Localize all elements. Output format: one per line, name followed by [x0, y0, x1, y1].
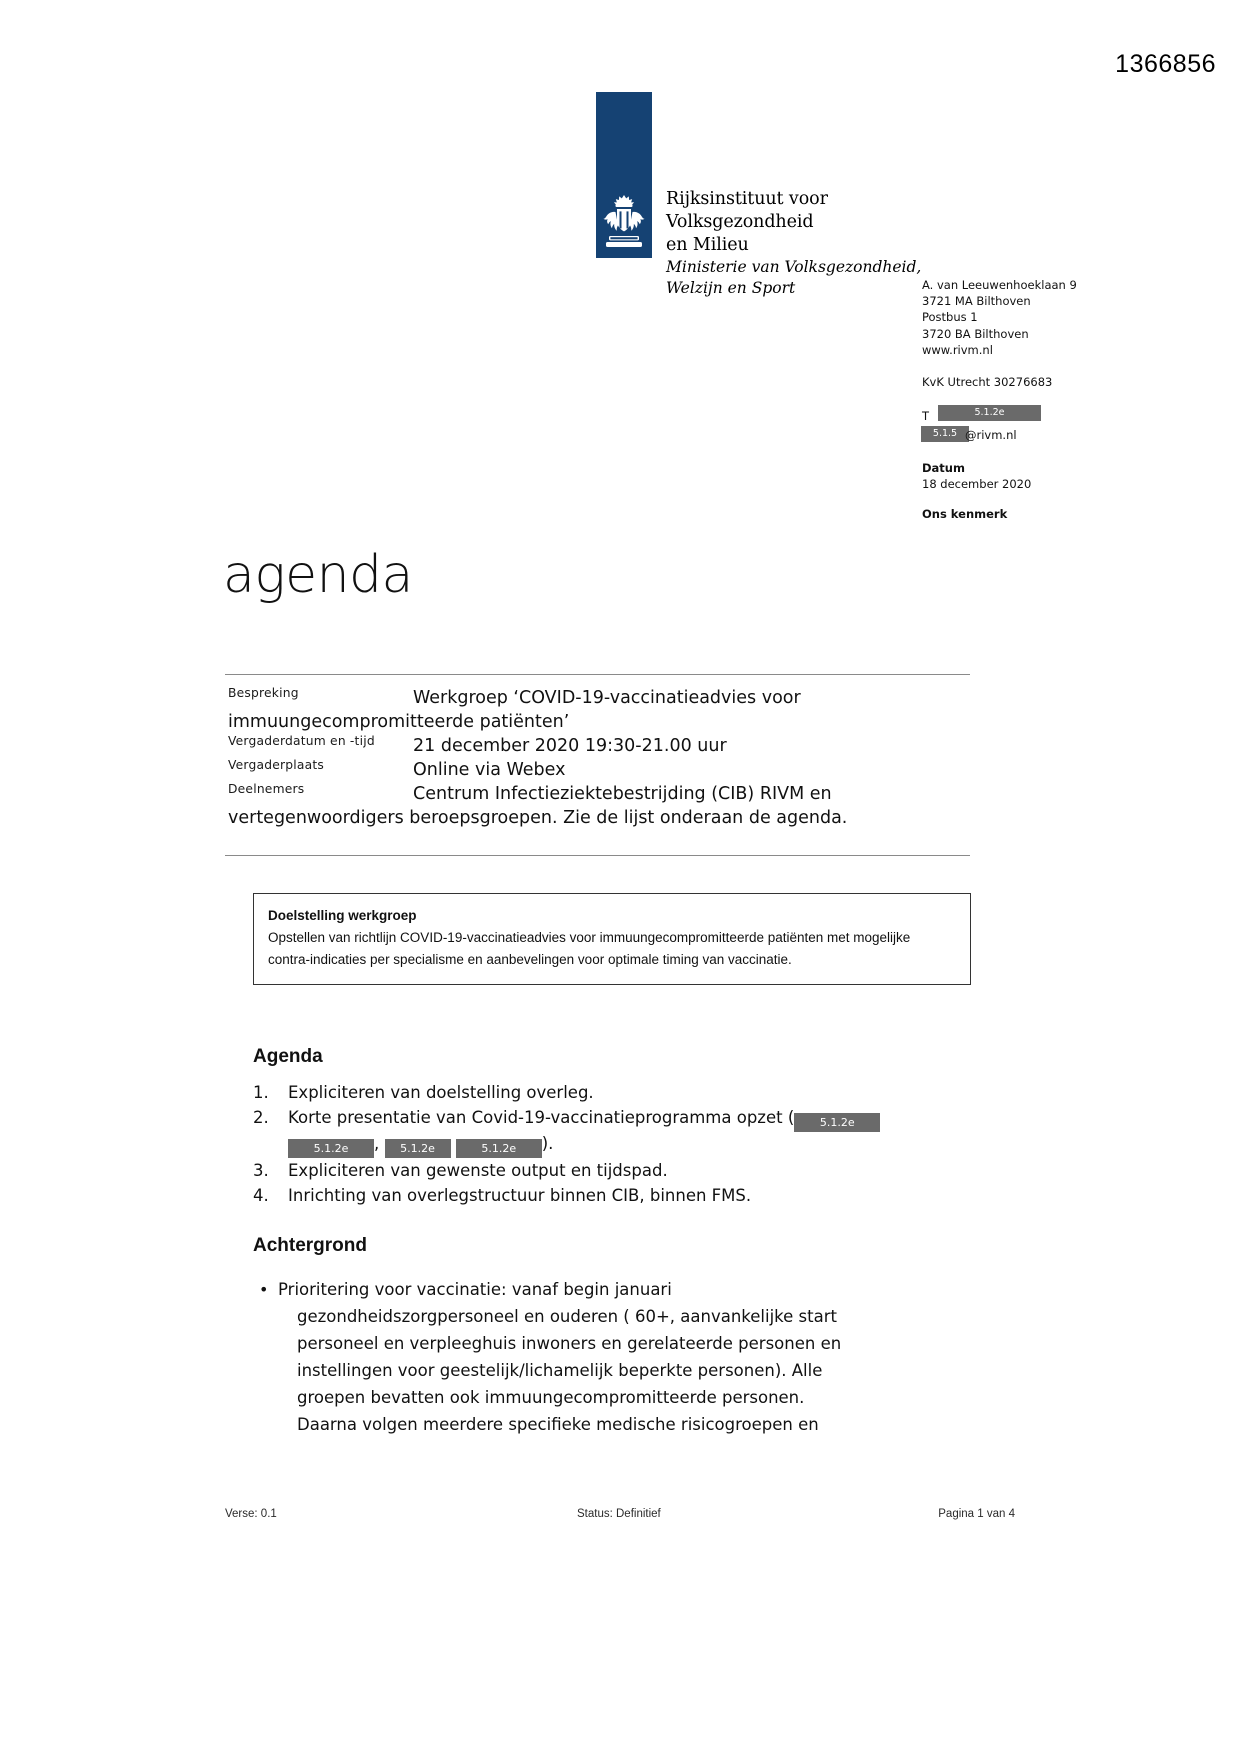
section-heading-achtergrond: Achtergrond [253, 1235, 367, 1256]
agenda-list-item [253, 1106, 973, 1158]
detail-value: Online via Webex [413, 760, 566, 780]
list-marker: 3. [253, 1161, 269, 1180]
date-label: Datum [922, 461, 965, 476]
logo-institute-line-1: Rijksinstituut voor Volksgezondheid [666, 189, 828, 232]
reference-label: Ons kenmerk [922, 506, 1008, 521]
list-item-text-after: ). [541, 1134, 554, 1153]
redaction-presenter-2: 5.1.2e [288, 1139, 374, 1158]
address-line: 3720 BA Bilthoven [922, 326, 1029, 341]
divider-bottom [225, 855, 970, 856]
detail-value: Centrum Infectieziektebestrijding (CIB) RIVM en vertegenwoordigers beroepsgroepen. Zie de lijst onderaan de agenda. [228, 784, 848, 828]
bullet-line: personeel en verpleeghuis inwoners en gerelateerde personen en [297, 1334, 842, 1353]
logo-ministry-line-1: Ministerie van Volksgezondheid, [666, 258, 922, 276]
list-marker: 1. [253, 1083, 269, 1102]
logo-institute-line-2: en Milieu [666, 235, 749, 255]
detail-value: Werkgroep ‘COVID-19-vaccinatieadvies voor immuungecompromitteerde patiënten’ [228, 688, 801, 732]
footer-status: Status: Definitief [577, 1508, 661, 1520]
address-line: A. van Leeuwenhoeklaan 9 [922, 278, 1077, 292]
logo-wordmark [666, 188, 966, 299]
objective-body: Opstellen van richtlijn COVID-19-vaccinatieadvies voor immuungecompromitteerde patiënten met mogelijke contra-indicaties per specialisme en aanbevelingen voor optimale timing van vaccinatie. [268, 930, 911, 967]
spacer [922, 390, 1172, 403]
detail-label: Bespreking [228, 686, 299, 700]
bullet-line: instellingen voor geestelijk/lichamelijk beperkte personen). Alle [297, 1361, 823, 1380]
meeting-details [228, 686, 973, 830]
spacer [922, 444, 1172, 460]
bullet-line: Prioritering voor vaccinatie: vanaf begin januari [278, 1280, 672, 1299]
page-title: agenda [223, 545, 413, 605]
list-item-text: Expliciteren van doelstelling overleg. [288, 1083, 594, 1102]
agenda-list-item [253, 1081, 973, 1105]
redaction-phone: 5.1.2e [938, 405, 1041, 421]
list-item-separator: , [374, 1134, 380, 1153]
agenda-list-item [253, 1184, 973, 1208]
list-marker: 4. [253, 1186, 269, 1205]
list-item-text [288, 1106, 973, 1158]
logo-ministry-line-2: Welzijn en Sport [666, 279, 796, 297]
detail-row-vergaderdatum [228, 734, 973, 758]
detail-label: Vergaderplaats [228, 758, 324, 772]
list-marker: 2. [253, 1108, 269, 1127]
netherlands-coat-of-arms-icon [598, 192, 650, 254]
bullet-line: gezondheidszorgpersoneel en ouderen ( 60+, aanvankelijke start [297, 1307, 837, 1326]
section-heading-agenda: Agenda [253, 1046, 323, 1067]
kvk-number: KvK Utrecht 30276683 [922, 375, 1053, 390]
detail-label: Vergaderdatum en -tijd [228, 734, 375, 748]
list-item-text: Expliciteren van gewenste output en tijdspad. [288, 1161, 668, 1180]
address-line: 3721 MA Bilthoven [922, 294, 1031, 309]
spacer [922, 358, 1172, 374]
agenda-item-list [253, 1081, 973, 1209]
phone-label: T [922, 409, 930, 424]
redaction-presenter-1: 5.1.2e [794, 1113, 880, 1132]
email-row [922, 425, 1172, 444]
bullet-line: groepen bevatten ook immuungecompromitteerde personen. [297, 1388, 805, 1407]
document-number: 1366856 [1115, 50, 1216, 78]
date-value: 18 december 2020 [922, 477, 1032, 492]
address-line: Postbus 1 [922, 310, 978, 325]
detail-row-bespreking [228, 686, 973, 734]
objective-box [253, 893, 971, 985]
detail-row-vergaderplaats [228, 758, 973, 782]
redaction-email: 5.1.5 [921, 426, 969, 442]
footer-page-number: Pagina 1 van 4 [938, 1508, 1015, 1520]
redaction-presenter-3: 5.1.2e [385, 1139, 451, 1158]
divider-top [225, 674, 970, 675]
list-item-text-before: Korte presentatie van Covid-19-vaccinatieprogramma opzet ( [288, 1108, 795, 1127]
bullet-icon: • [259, 1280, 269, 1299]
sender-meta-block [922, 277, 1172, 522]
agenda-list-item [253, 1159, 973, 1183]
list-item [253, 1276, 853, 1438]
phone-row [922, 405, 1172, 425]
email-domain: @rivm.nl [965, 428, 1017, 443]
objective-title: Doelstelling werkgroep [268, 908, 417, 923]
website-url[interactable]: www.rivm.nl [922, 342, 993, 357]
redaction-presenter-4: 5.1.2e [456, 1139, 542, 1158]
detail-label: Deelnemers [228, 782, 305, 796]
background-bullet-list [253, 1276, 853, 1438]
spacer [922, 493, 1172, 506]
bullet-line: Daarna volgen meerdere specifieke medische risicogroepen en [297, 1415, 819, 1434]
footer-version: Verse: 0.1 [225, 1508, 277, 1520]
list-item-text: Inrichting van overlegstructuur binnen CIB, binnen FMS. [288, 1186, 752, 1205]
list-item-text [278, 1276, 853, 1438]
detail-row-deelnemers [228, 782, 973, 830]
detail-value: 21 december 2020 19:30-21.00 uur [413, 736, 727, 756]
